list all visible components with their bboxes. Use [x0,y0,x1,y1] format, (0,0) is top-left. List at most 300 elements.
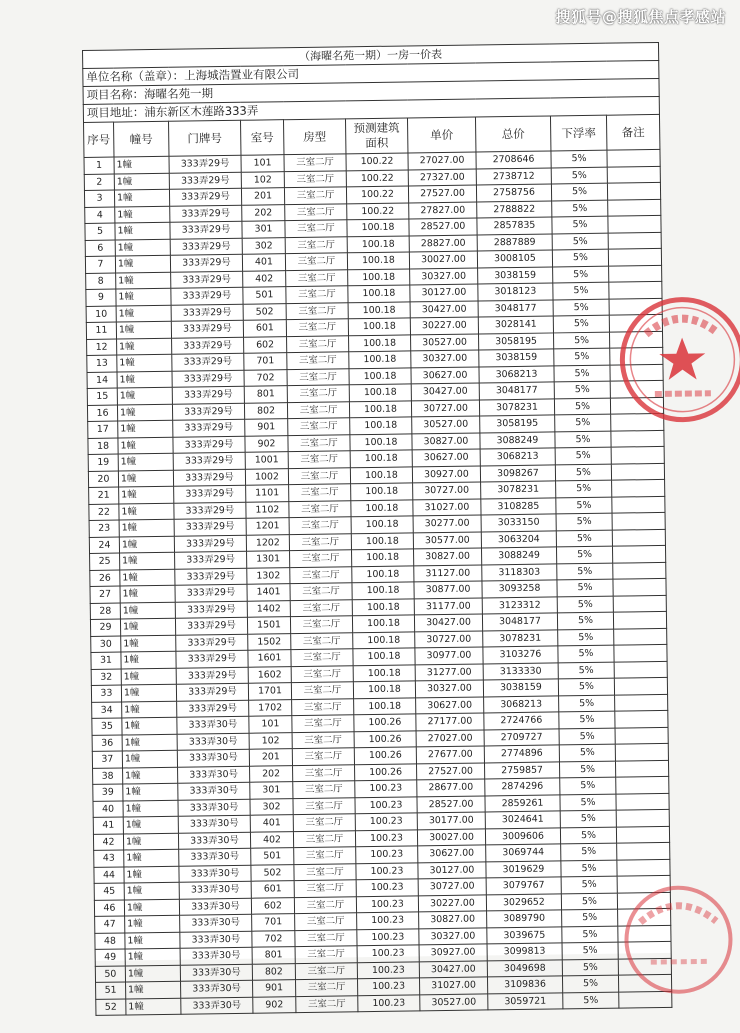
cell-room: 1601 [248,650,291,667]
cell-room: 1301 [247,551,290,568]
cell-door-number: 333弄30号 [179,898,251,916]
cell-door-number: 333弄29号 [174,518,246,536]
cell-building: 1幢 [117,371,172,388]
cell-seq: 37 [92,751,122,768]
cell-room: 302 [250,798,293,815]
cell-area: 100.18 [353,681,415,698]
cell-remarks [609,281,662,298]
cell-layout: 三室二厅 [285,220,347,237]
cell-area: 100.18 [347,235,409,252]
cell-door-number: 333弄29号 [170,238,242,256]
cell-seq: 30 [91,636,121,653]
cell-discount: 5% [555,464,611,481]
cell-layout: 三室二厅 [294,896,356,913]
cell-building: 1幢 [120,585,175,602]
cell-door-number: 333弄29号 [170,221,242,239]
cell-door-number: 333弄30号 [178,815,250,833]
cell-unit-price: 31027.00 [419,977,487,994]
cell-layout: 三室二厅 [290,566,352,583]
cell-seq: 9 [86,289,116,306]
cell-total-price: 3024641 [485,811,560,829]
cell-discount: 5% [558,629,614,646]
cell-room: 202 [250,765,293,782]
cell-remarks [616,809,669,826]
cell-layout: 三室二厅 [293,830,355,847]
cell-discount: 5% [551,183,607,200]
cell-room: 1102 [246,501,289,518]
cell-building: 1幢 [115,239,170,256]
cell-discount: 5% [559,711,615,728]
cell-building: 1幢 [124,899,179,916]
cell-area: 100.23 [357,945,419,962]
cell-remarks [612,545,665,562]
cell-total-price: 3008105 [477,250,552,268]
cell-building: 1幢 [121,684,176,701]
cell-door-number: 333弄29号 [174,535,246,553]
cell-total-price: 3088249 [481,547,556,565]
cell-unit-price: 30577.00 [413,531,481,548]
cell-total-price: 3098267 [480,464,555,482]
cell-layout: 三室二厅 [287,385,349,402]
cell-layout: 三室二厅 [286,302,348,319]
cell-total-price: 3123312 [482,596,557,614]
cell-remarks [616,793,669,810]
cell-seq: 52 [96,998,126,1015]
cell-remarks [612,496,665,513]
cell-remarks [611,446,664,463]
cell-layout: 三室二厅 [284,187,346,204]
cell-unit-price: 30927.00 [419,944,487,961]
cell-seq: 45 [94,883,124,900]
cell-remarks [614,661,667,678]
cell-unit-price: 30227.00 [418,894,486,911]
project-address-line: 项目地址：浦东新区木莲路333弄 [83,96,659,122]
cell-door-number: 333弄29号 [177,700,249,718]
cell-door-number: 333弄30号 [178,766,250,784]
cell-total-price: 2857835 [477,217,552,235]
cell-building: 1幢 [115,222,170,239]
cell-building: 1幢 [114,156,169,173]
cell-discount: 5% [552,200,608,217]
cell-unit-price: 30727.00 [413,482,481,499]
cell-discount: 5% [551,167,607,184]
header-unit-price: 单价 [407,117,475,153]
cell-building: 1幢 [122,750,177,767]
cell-building: 1幢 [117,354,172,371]
cell-building: 1幢 [117,387,172,404]
cell-total-price: 3009606 [485,827,560,845]
cell-room: 302 [242,237,285,254]
cell-layout: 三室二厅 [291,682,353,699]
cell-total-price: 3048177 [482,613,557,631]
cell-unit-price: 27027.00 [416,729,484,746]
cell-remarks [618,908,671,925]
cell-area: 100.18 [349,367,411,384]
cell-layout: 三室二厅 [293,797,355,814]
cell-discount: 5% [556,546,612,563]
cell-area: 100.23 [358,994,420,1011]
cell-door-number: 333弄29号 [175,617,247,635]
cell-unit-price: 31177.00 [414,597,482,614]
cell-unit-price: 30277.00 [413,515,481,532]
cell-area: 100.18 [348,301,410,318]
cell-remarks [618,958,671,975]
cell-layout: 三室二厅 [296,995,358,1012]
cell-building: 1幢 [118,453,173,470]
cell-area: 100.18 [349,384,411,401]
cell-building: 1幢 [123,800,178,817]
cell-total-price: 3019629 [486,860,561,878]
cell-room: 102 [249,732,292,749]
cell-room: 902 [253,996,296,1013]
cell-room: 1202 [246,534,289,551]
cell-remarks [613,595,666,612]
price-table [82,42,672,1016]
header-layout: 房型 [283,119,345,155]
cell-discount: 5% [560,794,616,811]
cell-building: 1幢 [114,173,169,190]
cell-seq: 48 [95,932,125,949]
cell-unit-price: 30727.00 [411,399,479,416]
cell-discount: 5% [552,249,608,266]
cell-total-price: 3059721 [488,992,563,1010]
cell-total-price: 3029652 [486,893,561,911]
cell-total-price: 3068213 [479,365,554,383]
cell-discount: 5% [555,414,611,431]
cell-seq: 17 [88,421,118,438]
cell-unit-price: 31127.00 [414,564,482,581]
cell-unit-price: 30427.00 [419,960,487,977]
cell-layout: 三室二厅 [293,781,355,798]
cell-area: 100.18 [347,219,409,236]
cell-remarks [612,529,665,546]
cell-seq: 35 [92,718,122,735]
cell-room: 201 [241,188,284,205]
cell-door-number: 333弄30号 [179,865,251,883]
cell-total-price: 3058195 [478,332,553,350]
cell-area: 100.18 [349,400,411,417]
cell-seq: 39 [93,784,123,801]
cell-door-number: 333弄29号 [173,419,245,437]
cell-layout: 三室二厅 [292,731,354,748]
cell-building: 1幢 [125,915,180,932]
cell-discount: 5% [553,315,609,332]
cell-unit-price: 28527.00 [409,218,477,235]
cell-discount: 5% [552,216,608,233]
cell-unit-price: 30427.00 [414,614,482,631]
cell-area: 100.23 [355,796,417,813]
cell-discount: 5% [563,992,619,1009]
cell-area: 100.18 [350,417,412,434]
cell-door-number: 333弄30号 [180,931,252,949]
cell-seq: 43 [94,850,124,867]
cell-unit-price: 30527.00 [411,333,479,350]
cell-total-price: 3093258 [482,580,557,598]
cell-unit-price: 30877.00 [414,581,482,598]
cell-seq: 51 [96,982,126,999]
cell-area: 100.18 [352,582,414,599]
cell-area: 100.18 [351,483,413,500]
cell-unit-price: 28827.00 [409,235,477,252]
cell-room: 301 [250,782,293,799]
cell-remarks [615,727,668,744]
cell-unit-price: 28527.00 [417,795,485,812]
cell-unit-price: 31277.00 [415,663,483,680]
cell-unit-price: 27177.00 [416,713,484,730]
cell-building: 1幢 [120,569,175,586]
cell-discount: 5% [559,761,615,778]
header-discount: 下浮率 [550,115,606,151]
cell-building: 1幢 [117,404,172,421]
cell-remarks [607,166,660,183]
cell-seq: 23 [89,520,119,537]
cell-building: 1幢 [124,849,179,866]
cell-total-price: 3078231 [483,629,558,647]
cell-total-price: 3038159 [483,679,558,697]
cell-discount: 5% [561,843,617,860]
cell-discount: 5% [562,942,618,959]
cell-layout: 三室二厅 [286,269,348,286]
cell-area: 100.23 [356,879,418,896]
cell-layout: 三室二厅 [292,748,354,765]
cell-discount: 5% [556,513,612,530]
cell-total-price: 3038159 [479,349,554,367]
cell-layout: 三室二厅 [285,253,347,270]
cell-building: 1幢 [117,338,172,355]
cell-discount: 5% [562,909,618,926]
cell-total-price: 3079767 [486,877,561,895]
cell-seq: 33 [91,685,121,702]
cell-unit-price: 27527.00 [408,185,476,202]
cell-building: 1幢 [126,981,181,998]
cell-remarks [608,215,661,232]
cell-room: 701 [244,353,287,370]
cell-total-price: 3033150 [481,514,556,532]
cell-layout: 三室二厅 [295,929,357,946]
cell-discount: 5% [554,348,610,365]
cell-layout: 三室二厅 [286,319,348,336]
cell-area: 100.18 [352,549,414,566]
cell-total-price: 2774896 [484,745,559,763]
cell-discount: 5% [555,431,611,448]
cell-seq: 14 [87,372,117,389]
cell-total-price: 3103276 [483,646,558,664]
cell-remarks [609,331,662,348]
cell-total-price: 2758756 [476,184,551,202]
cell-total-price: 3089790 [487,910,562,928]
cell-unit-price: 30527.00 [412,416,480,433]
cell-total-price: 2874296 [485,778,560,796]
cell-building: 1幢 [116,288,171,305]
cell-seq: 15 [87,388,117,405]
cell-seq: 36 [92,735,122,752]
cell-layout: 三室二厅 [289,484,351,501]
cell-discount: 5% [554,398,610,415]
cell-unit-price: 27677.00 [416,746,484,763]
cell-seq: 44 [94,866,124,883]
header-door-number: 门牌号 [169,120,241,156]
cell-door-number: 333弄29号 [171,271,243,289]
cell-remarks [607,182,660,199]
cell-area: 100.26 [354,747,416,764]
watermark-text: 搜狐号@搜狐焦点孝感站 [555,8,726,26]
cell-building: 1幢 [124,866,179,883]
cell-layout: 三室二厅 [290,583,352,600]
cell-layout: 三室二厅 [284,170,346,187]
cell-door-number: 333弄30号 [181,997,253,1015]
cell-seq: 46 [94,899,124,916]
cell-layout: 三室二厅 [295,913,357,930]
cell-area: 100.22 [346,153,408,170]
header-total-price: 总价 [475,116,550,152]
cell-remarks [617,892,670,909]
cell-area: 100.23 [357,928,419,945]
cell-building: 1幢 [124,882,179,899]
cell-building: 1幢 [121,668,176,685]
cell-area: 100.18 [353,664,415,681]
cell-room: 1302 [247,567,290,584]
cell-room: 602 [251,897,294,914]
cell-unit-price: 31027.00 [413,498,481,515]
cell-area: 100.18 [348,268,410,285]
cell-area: 100.23 [357,978,419,995]
cell-layout: 三室二厅 [288,418,350,435]
cell-room: 401 [250,815,293,832]
cell-remarks [616,776,669,793]
cell-total-price: 2708646 [476,151,551,169]
cell-remarks [609,265,662,282]
header-room: 室号 [240,120,283,156]
cell-total-price: 2709727 [484,728,559,746]
cell-remarks [615,743,668,760]
cell-door-number: 333弄29号 [176,683,248,701]
cell-layout: 三室二厅 [294,863,356,880]
header-remarks: 备注 [606,114,660,150]
cell-door-number: 333弄29号 [171,304,243,322]
cell-remarks [608,248,661,265]
cell-room: 601 [243,320,286,337]
cell-total-price: 2738712 [476,167,551,185]
cell-remarks [611,463,664,480]
cell-remarks [609,298,662,315]
cell-room: 902 [245,435,288,452]
cell-total-price: 3133330 [483,662,558,680]
cell-remarks [610,347,663,364]
cell-remarks [612,512,665,529]
cell-building: 1幢 [125,965,180,982]
cell-layout: 三室二厅 [296,979,358,996]
cell-total-price: 3068213 [480,448,555,466]
cell-building: 1幢 [123,767,178,784]
cell-building: 1幢 [125,948,180,965]
header-building: 幢号 [114,121,169,157]
cell-discount: 5% [556,480,612,497]
cell-door-number: 333弄29号 [175,568,247,586]
cell-room: 1001 [245,452,288,469]
cell-seq: 22 [89,504,119,521]
cell-total-price: 2724766 [484,712,559,730]
cell-door-number: 333弄30号 [179,848,251,866]
cell-total-price: 3039675 [487,926,562,944]
cell-discount: 5% [554,365,610,382]
cell-seq: 19 [88,454,118,471]
cell-area: 100.18 [351,516,413,533]
cell-remarks [614,628,667,645]
cell-remarks [618,974,671,991]
cell-layout: 三室二厅 [288,434,350,451]
cell-area: 100.23 [357,912,419,929]
cell-door-number: 333弄29号 [170,254,242,272]
cell-room: 601 [251,881,294,898]
cell-layout: 三室二厅 [293,814,355,831]
cell-total-price: 3108285 [481,497,556,515]
cell-discount: 5% [560,810,616,827]
cell-seq: 24 [89,537,119,554]
cell-building: 1幢 [122,734,177,751]
cell-building: 1幢 [120,552,175,569]
cell-building: 1幢 [118,420,173,437]
cell-discount: 5% [553,266,609,283]
cell-seq: 12 [87,339,117,356]
cell-remarks [610,380,663,397]
cell-area: 100.23 [355,829,417,846]
cell-area: 100.22 [347,202,409,219]
cell-discount: 5% [559,695,615,712]
cell-discount: 5% [558,678,614,695]
cell-area: 100.18 [353,631,415,648]
cell-door-number: 333弄29号 [174,502,246,520]
cell-discount: 5% [560,777,616,794]
cell-unit-price: 30327.00 [411,350,479,367]
cell-total-price: 3058195 [480,415,555,433]
cell-door-number: 333弄29号 [169,188,241,206]
cell-unit-price: 30427.00 [410,300,478,317]
cell-room: 1501 [247,617,290,634]
cell-remarks [615,710,668,727]
cell-layout: 三室二厅 [287,401,349,418]
cell-layout: 三室二厅 [292,698,354,715]
cell-room: 101 [241,155,284,172]
cell-total-price: 2887889 [477,233,552,251]
cell-discount: 5% [557,563,613,580]
cell-layout: 三室二厅 [290,616,352,633]
cell-layout: 三室二厅 [290,599,352,616]
cell-door-number: 333弄30号 [180,964,252,982]
cell-room: 1402 [247,600,290,617]
cell-area: 100.18 [349,334,411,351]
cell-building: 1幢 [121,635,176,652]
cell-remarks [611,413,664,430]
cell-door-number: 333弄29号 [176,634,248,652]
cell-building: 1幢 [122,701,177,718]
cell-door-number: 333弄30号 [179,881,251,899]
cell-building: 1幢 [126,998,181,1015]
cell-seq: 29 [90,619,120,636]
cell-layout: 三室二厅 [285,203,347,220]
cell-building: 1幢 [123,833,178,850]
cell-seq: 8 [86,273,116,290]
cell-door-number: 333弄30号 [177,733,249,751]
cell-remarks [617,875,670,892]
project-name-line: 项目名称：海曜名苑一期 [83,78,659,104]
cell-seq: 26 [90,570,120,587]
cell-remarks [616,826,669,843]
cell-room: 1002 [245,468,288,485]
cell-area: 100.26 [354,714,416,731]
cell-discount: 5% [551,150,607,167]
cell-discount: 5% [559,744,615,761]
cell-door-number: 333弄29号 [172,370,244,388]
